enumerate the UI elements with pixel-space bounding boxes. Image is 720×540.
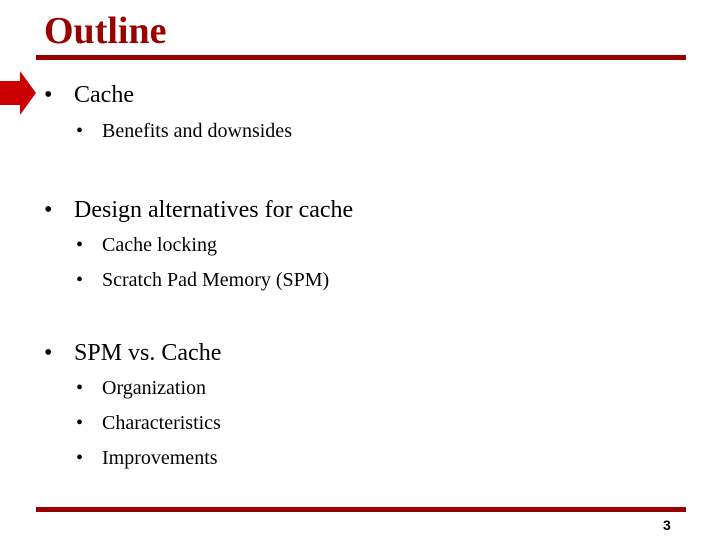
sub-bullet-characteristics xyxy=(76,411,221,435)
sub-bullet-label: Scratch Pad Memory (SPM) xyxy=(102,269,330,291)
sub-bullet-label: Benefits and downsides xyxy=(102,120,292,142)
bullet-glyph: • xyxy=(76,377,84,399)
bullet-glyph: • xyxy=(76,412,84,434)
page-number: 3 xyxy=(663,517,671,533)
right-arrow-icon xyxy=(0,71,36,115)
bullet-glyph: • xyxy=(76,447,84,469)
sub-bullet-cache-locking xyxy=(76,233,217,257)
bullet-glyph: • xyxy=(76,234,84,256)
sub-bullet-improvements xyxy=(76,446,218,470)
bullet-glyph: • xyxy=(44,82,53,108)
bullet-spm-vs-cache xyxy=(44,339,221,367)
bullet-glyph: • xyxy=(76,269,84,291)
bullet-label: SPM vs. Cache xyxy=(74,340,222,366)
bullet-cache xyxy=(44,81,134,109)
footer-rule xyxy=(36,507,686,512)
title-underline xyxy=(36,55,686,60)
sub-bullet-benefits xyxy=(76,119,292,143)
bullet-design-alternatives xyxy=(44,196,353,224)
bullet-glyph: • xyxy=(44,197,53,223)
sub-bullet-spm xyxy=(76,268,329,292)
sub-bullet-organization xyxy=(76,376,206,400)
sub-bullet-label: Organization xyxy=(102,377,207,399)
bullet-label: Design alternatives for cache xyxy=(74,197,354,223)
sub-bullet-label: Cache locking xyxy=(102,234,217,256)
sub-bullet-label: Improvements xyxy=(102,447,218,469)
bullet-glyph: • xyxy=(44,340,53,366)
bullet-label: Cache xyxy=(74,82,134,108)
bullet-glyph: • xyxy=(76,120,84,142)
sub-bullet-label: Characteristics xyxy=(102,412,221,434)
slide-title: Outline xyxy=(44,10,167,52)
